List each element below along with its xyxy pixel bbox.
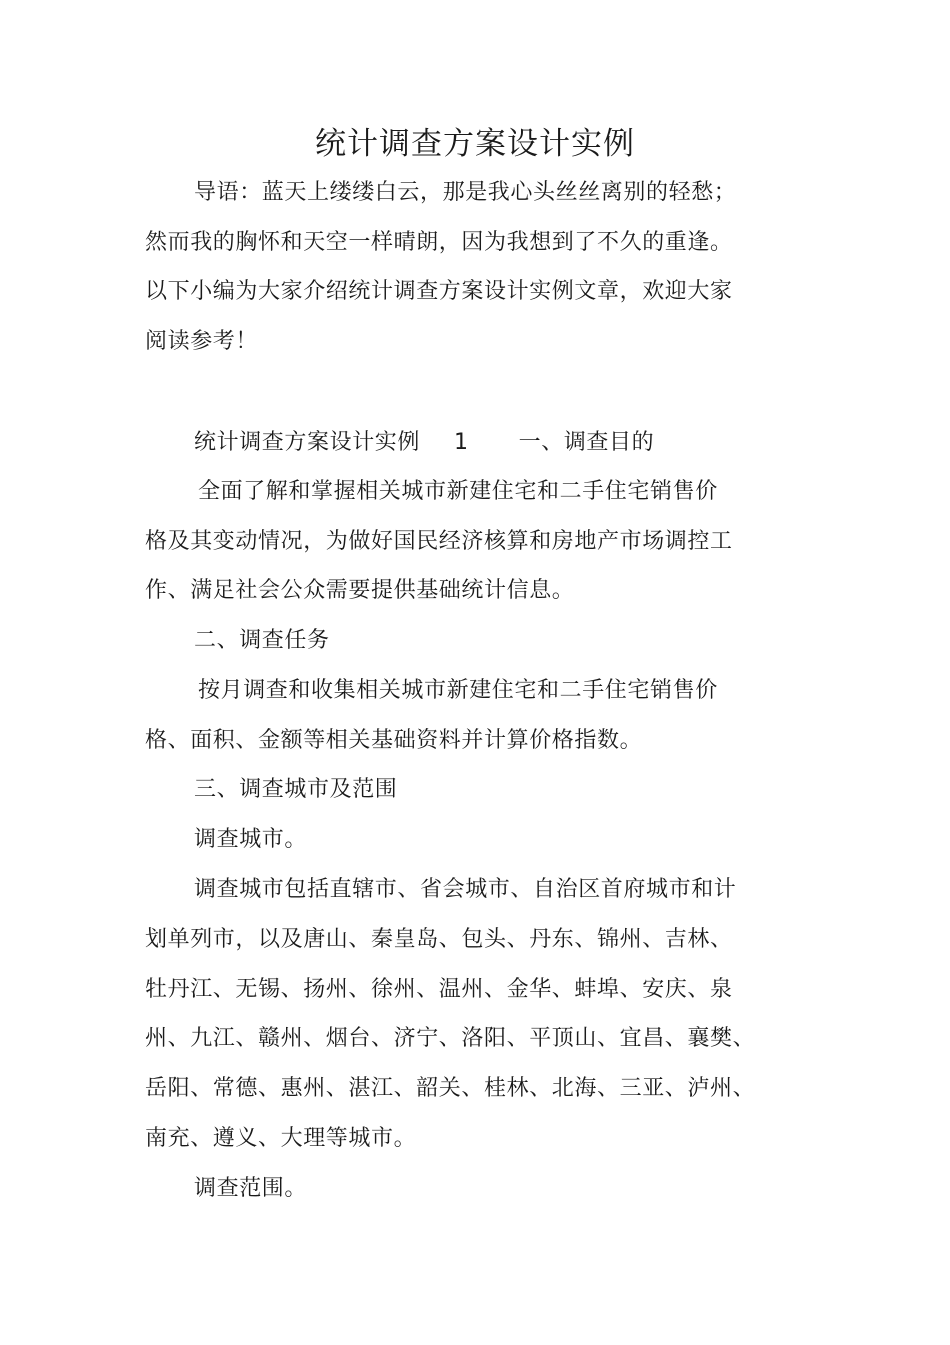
city-line: 州、九江、赣州、烟台、济宁、洛阳、平顶山、宜昌、襄樊、 xyxy=(145,1026,756,1051)
intro-line: 以下小编为大家介绍统计调查方案设计实例文章，欢迎大家 xyxy=(145,279,733,304)
example-heading xyxy=(194,428,654,458)
task-line: 格、面积、金额等相关基础资料并计算价格指数。 xyxy=(145,728,643,753)
subheading-scope: 调查范围。 xyxy=(194,1176,308,1201)
subheading-cities: 调查城市。 xyxy=(194,827,308,852)
document-title: 统计调查方案设计实例 xyxy=(315,126,635,162)
city-line: 牡丹江、无锡、扬州、徐州、温州、金华、蚌埠、安庆、泉 xyxy=(145,977,733,1002)
intro-line: 导语：蓝天上缕缕白云，那是我心头丝丝离别的轻愁； xyxy=(194,180,737,205)
intro-line: 阅读参考！ xyxy=(145,329,259,354)
purpose-line: 全面了解和掌握相关城市新建住宅和二手住宅销售价 xyxy=(198,479,718,504)
example-heading-title: 统计调查方案设计实例 xyxy=(194,430,421,455)
task-line: 按月调查和收集相关城市新建住宅和二手住宅销售价 xyxy=(198,678,718,703)
example-heading-number: 1 xyxy=(454,430,469,455)
purpose-line: 格及其变动情况，为做好国民经济核算和房地产市场调控工 xyxy=(145,529,733,554)
intro-line: 然而我的胸怀和天空一样晴朗，因为我想到了不久的重逢。 xyxy=(145,230,733,255)
city-line: 调查城市包括直辖市、省会城市、自治区首府城市和计 xyxy=(194,877,737,902)
section-heading-cities: 三、调查城市及范围 xyxy=(194,777,398,802)
city-line: 划单列市，以及唐山、秦皇岛、包头、丹东、锦州、吉林、 xyxy=(145,927,733,952)
purpose-line: 作、满足社会公众需要提供基础统计信息。 xyxy=(145,578,575,603)
city-line: 岳阳、常德、惠州、湛江、韶关、桂林、北海、三亚、泸州、 xyxy=(145,1076,756,1101)
section-heading-purpose: 一、调查目的 xyxy=(518,430,655,455)
city-line: 南充、遵义、大理等城市。 xyxy=(145,1126,417,1151)
section-heading-task: 二、调查任务 xyxy=(194,628,330,653)
